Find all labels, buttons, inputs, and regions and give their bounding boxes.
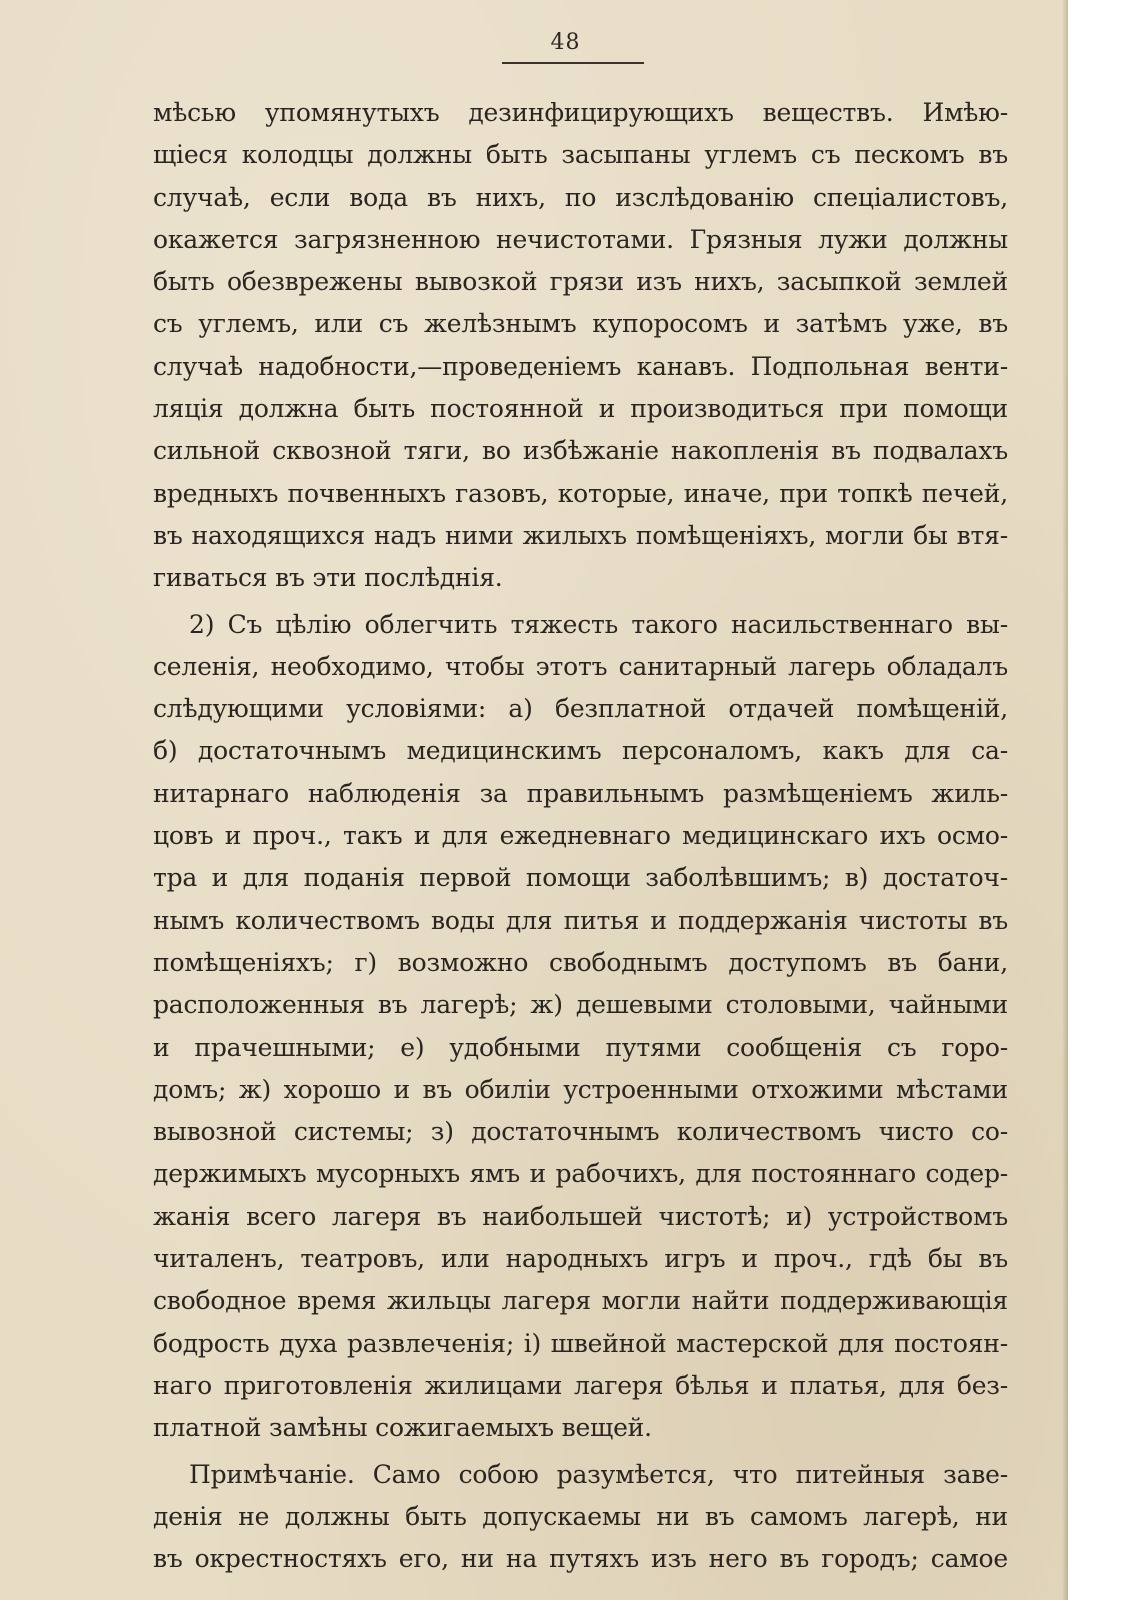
text-line: въ окрестностяхъ его, ни на путяхъ изъ него въ городъ; самое — [153, 1544, 1008, 1574]
text-line: щіеся колодцы должны быть засыпаны углемъ съ пескомъ въ — [153, 140, 1008, 170]
text-line: держимыхъ мусорныхъ ямъ и рабочихъ, для постояннаго содер- — [153, 1159, 1008, 1189]
text-line: помѣщеніяхъ; г) возможно свободнымъ доступомъ въ бани, — [153, 947, 1008, 977]
text-line: съ углемъ, или съ желѣзнымъ купоросомъ и затѣмъ уже, въ — [153, 309, 1008, 339]
text-line: тра и для поданія первой помощи заболѣвшимъ; в) достаточ- — [153, 863, 1008, 893]
text-line: случаѣ, если вода въ нихъ, по изслѣдованію спеціалистовъ, — [153, 182, 1008, 212]
text-line: мѣсью упомянутыхъ дезинфицирующихъ веществъ. Имѣю- — [153, 98, 1008, 127]
text-line: нымъ количествомъ воды для питья и поддержанія чистоты въ — [153, 905, 1008, 935]
text-line: нитарнаго наблюденія за правильнымъ размѣщеніемъ жиль- — [153, 778, 1008, 808]
text-line: 2) Съ цѣлію облегчить тяжесть такого насильственнаго вы- — [189, 609, 1008, 639]
text-line: гиваться въ эти послѣднія. — [153, 563, 503, 593]
text-line: быть обезврежены вывозкой грязи изъ нихъ, засыпкой землей — [153, 267, 1008, 297]
page-edge-shadow — [1062, 0, 1068, 1600]
body-text — [153, 92, 1008, 1580]
text-line: селенія, необходимо, чтобы этотъ санитарный лагерь обладалъ — [153, 651, 1008, 681]
paragraph-1 — [153, 92, 1008, 600]
text-line: сильной сквозной тяги, во избѣжаніе накопленія въ подвалахъ — [153, 436, 1008, 466]
text-line: ляція должна быть постоянной и производиться при помощи — [153, 394, 1008, 424]
text-line: окажется загрязненною нечистотами. Грязныя лужи должны — [153, 224, 1008, 254]
paragraph-note — [153, 1454, 1008, 1581]
text-line: денія не должны быть допускаемы ни въ самомъ лагерѣ, ни — [153, 1501, 1008, 1531]
text-line: цовъ и проч., такъ и для ежедневнаго медицинскаго ихъ осмо- — [153, 821, 1008, 851]
text-line: и прачешными; е) удобными путями сообщенія съ горо- — [153, 1032, 1008, 1062]
text-line: свободное время жильцы лагеря могли найти поддерживающія — [153, 1286, 1008, 1316]
text-line: б) достаточнымъ медицинскимъ персоналомъ, какъ для са- — [153, 736, 1008, 766]
page-number: 48 — [550, 30, 581, 55]
text-line: расположенныя въ лагерѣ; ж) дешевыми столовыми, чайными — [153, 990, 1008, 1020]
header-rule — [502, 62, 644, 64]
text-line: платной замѣны сожигаемыхъ вещей. — [153, 1413, 652, 1443]
text-line: въ находящихся надъ ними жилыхъ помѣщеніяхъ, могли бы втя- — [153, 520, 1008, 550]
text-line: домъ; ж) хорошо и въ обиліи устроенными отхожими мѣстами — [153, 1074, 1008, 1104]
text-line: читаленъ, театровъ, или народныхъ игръ и проч., гдѣ бы въ — [153, 1244, 1008, 1274]
text-line: вывозной системы; з) достаточнымъ количествомъ чисто со- — [153, 1117, 1008, 1147]
text-line: слѣдующими условіями: а) безплатной отдачей помѣщеній, — [153, 694, 1008, 724]
text-line: наго приготовленія жилицами лагеря бѣлья и платья, для без- — [153, 1370, 1008, 1400]
paragraph-2 — [153, 604, 1008, 1450]
text-line: Примѣчаніе. Само собою разумѣется, что питейныя заве- — [189, 1459, 1008, 1489]
text-line: вредныхъ почвенныхъ газовъ, которые, иначе, при топкѣ печей, — [153, 478, 1008, 508]
text-line: случаѣ надобности,—проведеніемъ канавъ. Подпольная венти- — [153, 351, 1008, 381]
text-line: жанія всего лагеря въ наибольшей чистотѣ; и) устройствомъ — [153, 1201, 1008, 1231]
text-line: бодрость духа развлеченія; і) швейной мастерской для постоян- — [153, 1328, 1008, 1358]
